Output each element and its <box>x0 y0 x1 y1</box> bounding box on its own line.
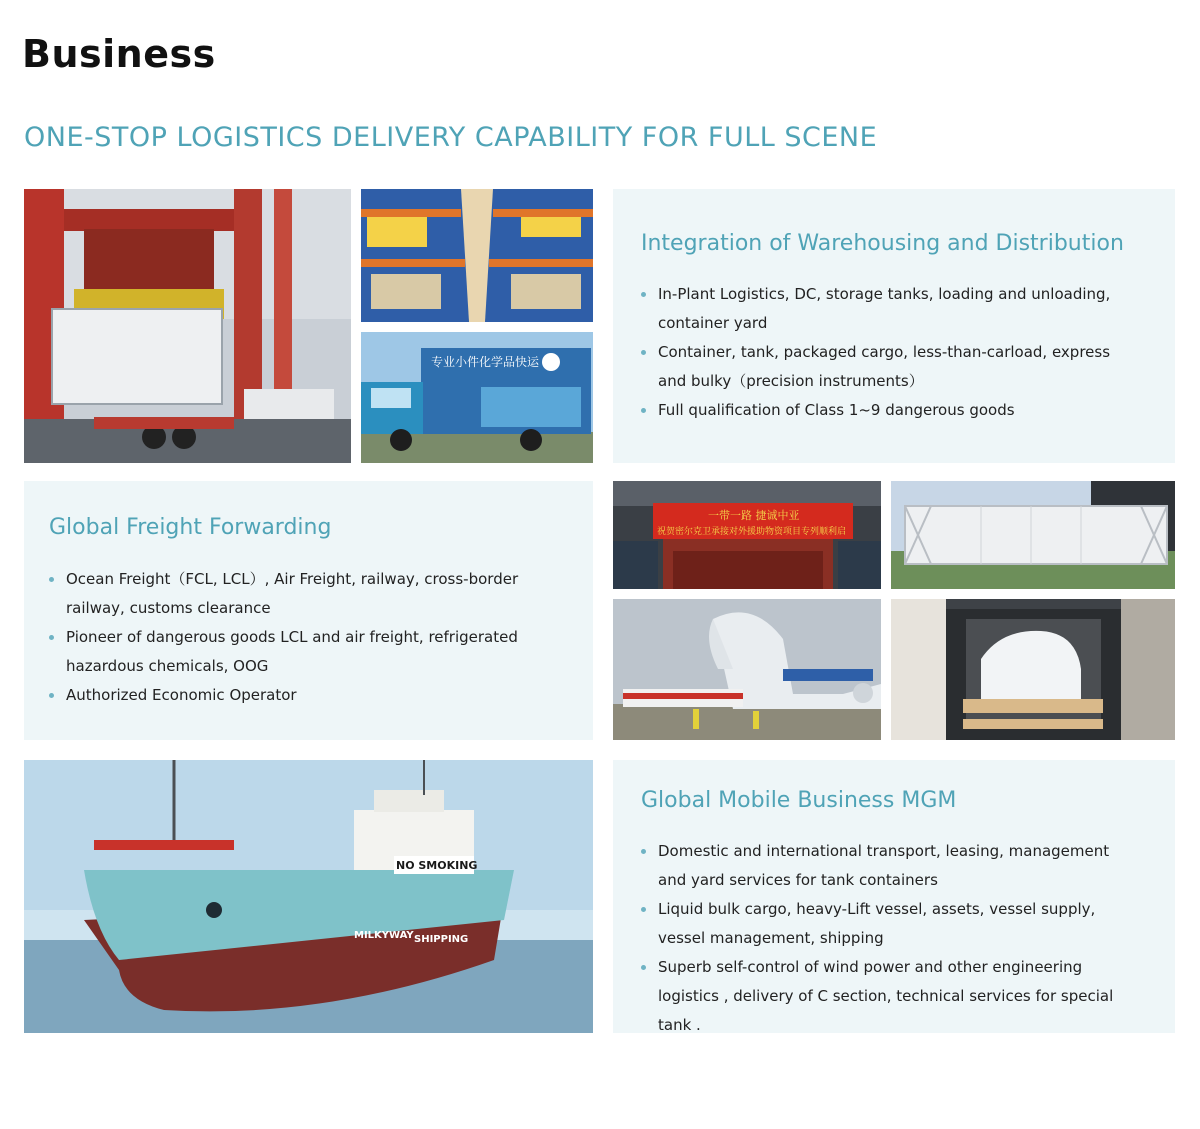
ship-no-smoking-text: NO SMOKING <box>396 859 478 872</box>
page-title: Business <box>22 32 216 76</box>
warehousing-list <box>641 280 1141 425</box>
section-heading: ONE-STOP LOGISTICS DELIVERY CAPABILITY FOR FULL SCENE <box>24 122 878 153</box>
list-item: Authorized Economic Operator <box>49 681 579 710</box>
ship-hull-text: MILKYWAY <box>354 930 414 941</box>
list-item: In-Plant Logistics, DC, storage tanks, loading and unloading, container yard <box>641 280 1141 338</box>
mobile-panel <box>613 760 1175 1033</box>
mobile-title: Global Mobile Business MGM <box>641 788 957 813</box>
bullet-icon <box>641 408 646 413</box>
rail-banner-1: 一带一路 捷诚中亚 <box>708 509 800 522</box>
list-item: Pioneer of dangerous goods LCL and air freight, refrigerated hazardous chemicals, OOG <box>49 623 579 681</box>
bullet-icon <box>641 907 646 912</box>
bullet-icon <box>641 849 646 854</box>
bullet-icon <box>49 635 54 640</box>
truck-banner-text: 专业小件化学品快运 <box>431 355 540 369</box>
list-item: Superb self-control of wind power and other engineering logistics , delivery of C section, technical services for special tank . <box>641 953 1141 1040</box>
warehousing-panel <box>613 189 1175 463</box>
list-item: Container, tank, packaged cargo, less-than-carload, express and bulky（precision instruments） <box>641 338 1141 396</box>
list-item: Domestic and international transport, leasing, management and yard services for tank containers <box>641 837 1141 895</box>
warehousing-title: Integration of Warehousing and Distribution <box>641 231 1124 256</box>
bullet-icon <box>641 350 646 355</box>
mobile-list <box>641 837 1141 1040</box>
rail-banner-2: 祝贺密尔克卫承接对外援助物资项目专列顺利启 <box>657 527 847 537</box>
bullet-icon <box>641 292 646 297</box>
freight-panel <box>24 481 593 740</box>
list-item: Full qualification of Class 1~9 dangerous goods <box>641 396 1141 425</box>
port-crane-photo <box>24 189 351 463</box>
list-item: Ocean Freight（FCL, LCL）, Air Freight, railway, cross-border railway, customs clearance <box>49 565 579 623</box>
tank-container-photo <box>891 481 1175 589</box>
tanker-ship-photo <box>24 760 593 1033</box>
bullet-icon <box>641 965 646 970</box>
bullet-icon <box>49 577 54 582</box>
bullet-icon <box>49 693 54 698</box>
airplane-photo <box>613 599 881 740</box>
warehouse-photo <box>361 189 593 322</box>
container-car-photo <box>891 599 1175 740</box>
freight-list <box>49 565 579 710</box>
list-item: Liquid bulk cargo, heavy-Lift vessel, assets, vessel supply, vessel management, shipping <box>641 895 1141 953</box>
freight-title: Global Freight Forwarding <box>49 515 332 540</box>
truck-photo <box>361 332 593 463</box>
ship-hull-text-2: SHIPPING <box>414 934 469 945</box>
rail-photo <box>613 481 881 589</box>
